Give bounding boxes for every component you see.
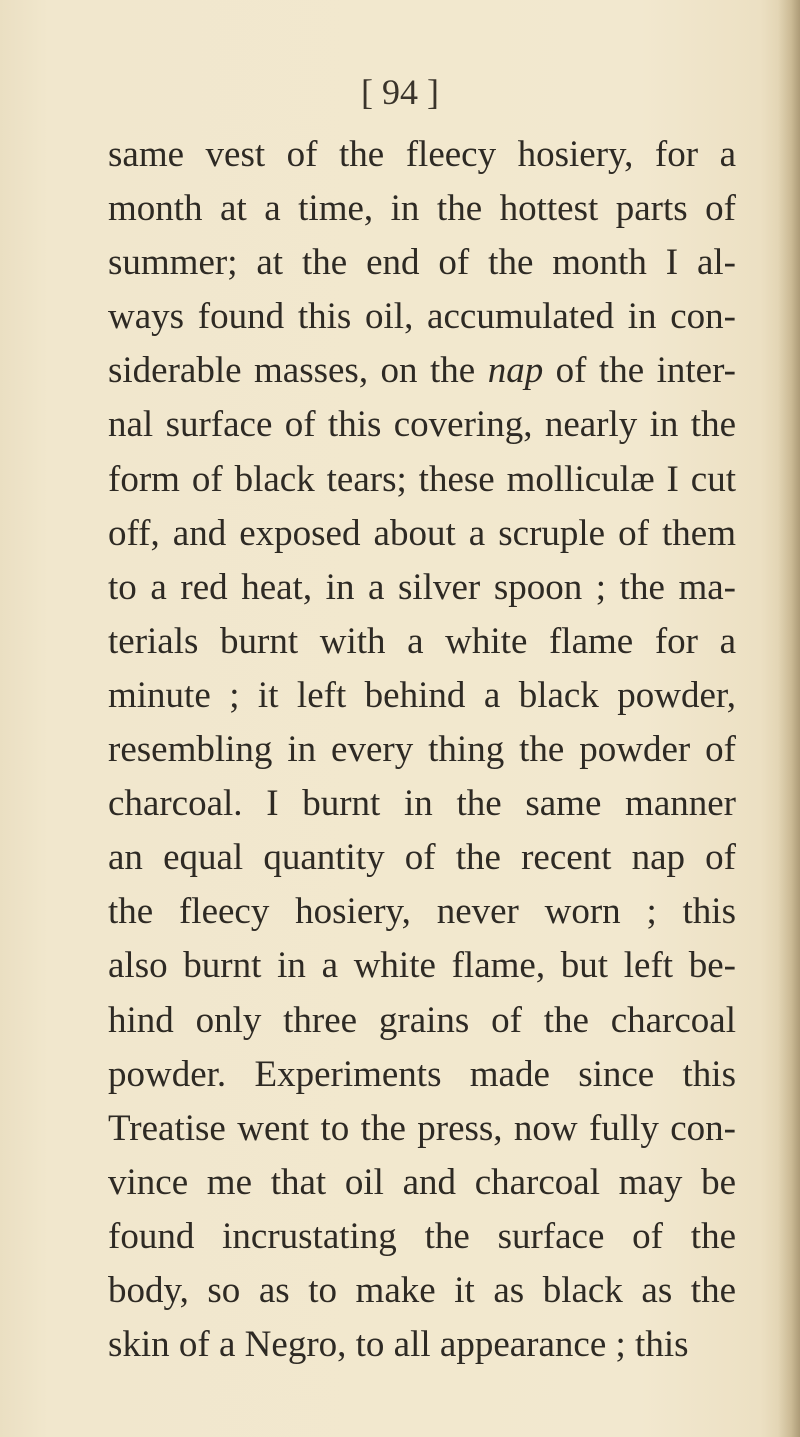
text-line: month at a time, in the hottest parts of bbox=[108, 188, 736, 230]
text-segment: siderable masses, on the bbox=[108, 350, 488, 392]
emphasized-word: nap bbox=[487, 350, 544, 392]
text-line: charcoal. I burnt in the same manner bbox=[108, 783, 736, 825]
text-line: powder. Experiments made since this bbox=[108, 1053, 736, 1095]
body-text bbox=[108, 128, 736, 1372]
text-line: found incrustating the surface of the bbox=[108, 1215, 736, 1257]
text-line: to a red heat, in a silver spoon ; the ma- bbox=[108, 566, 736, 608]
text-line: nal surface of this covering, nearly in the bbox=[108, 404, 736, 446]
page-edge-shadow bbox=[778, 0, 800, 1437]
text-line: body, so as to make it as black as the bbox=[108, 1269, 736, 1311]
text-line: same vest of the fleecy hosiery, for a bbox=[108, 134, 736, 175]
text-line: Treatise went to the press, now fully con- bbox=[108, 1107, 736, 1149]
text-line: off, and exposed about a scruple of them bbox=[108, 512, 736, 554]
text-line: ways found this oil, accumulated in con- bbox=[108, 296, 736, 338]
text-line: vince me that oil and charcoal may be bbox=[108, 1161, 736, 1203]
text-segment: of the inter- bbox=[543, 350, 736, 392]
text-line-with-emphasis bbox=[108, 344, 736, 398]
text-line: also burnt in a white flame, but left be- bbox=[108, 945, 736, 987]
text-line: form of black tears; these molliculæ I cut bbox=[108, 458, 736, 500]
page-number: [ 94 ] bbox=[361, 72, 439, 112]
text-line: the fleecy hosiery, never worn ; this bbox=[108, 891, 736, 933]
text-line: hind only three grains of the charcoal bbox=[108, 999, 736, 1041]
text-line: an equal quantity of the recent nap of bbox=[108, 837, 736, 879]
text-line: summer; at the end of the month I al- bbox=[108, 242, 736, 284]
text-line: terials burnt with a white flame for a bbox=[108, 620, 736, 662]
text-line: skin of a Negro, to all appearance ; this bbox=[108, 1324, 689, 1366]
text-line: resembling in every thing the powder of bbox=[108, 729, 736, 771]
text-line: minute ; it left behind a black powder, bbox=[108, 674, 736, 716]
